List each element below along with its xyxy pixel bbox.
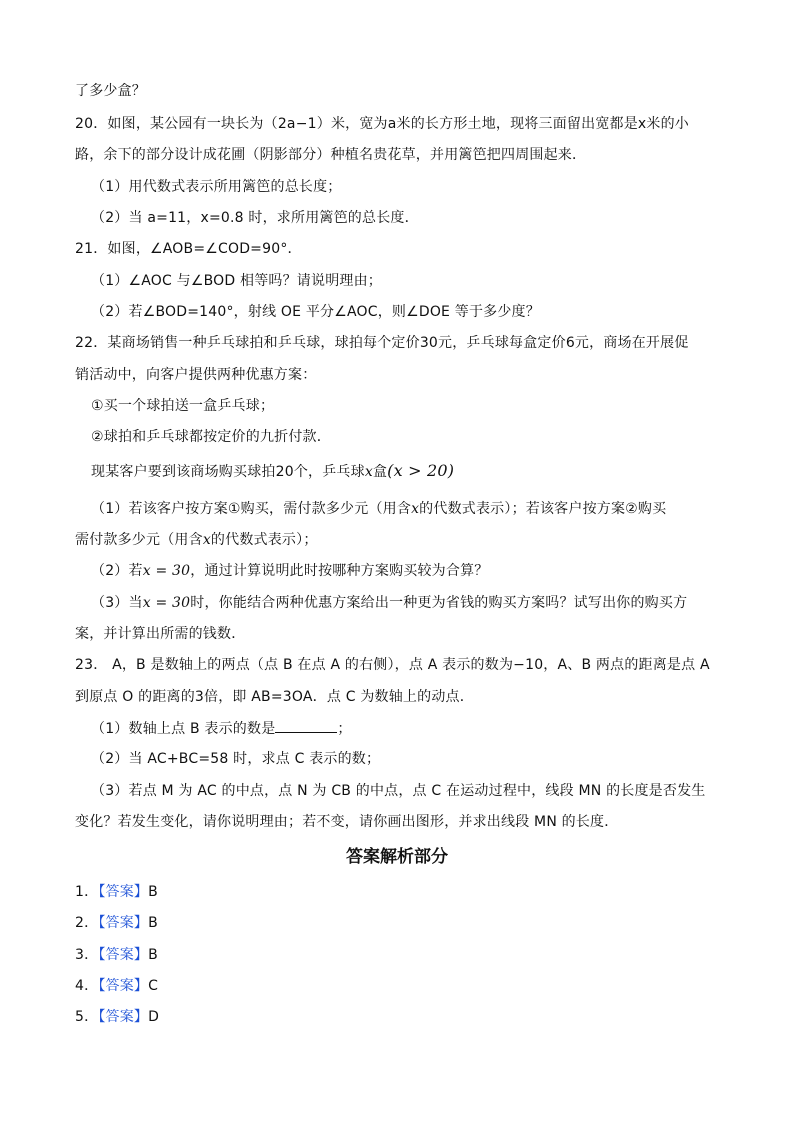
question-20-line-2: 路，余下的部分设计成花圃（阴影部分）种植名贵花草，并用篱笆把四周围起来． (75, 147, 587, 163)
answer-item (75, 914, 158, 932)
q22-p3-text-a: （3）当 (91, 595, 143, 611)
question-23-part-3-line-2: 变化？若发生变化，请你说明理由；若不变，请你画出图形，并求出线段 MN 的长度． (75, 814, 619, 830)
question-22-part-3-line-1 (91, 594, 687, 612)
question-21-part-1: （1）∠AOC 与∠BOD 相等吗？请说明理由； (91, 273, 382, 289)
answer-value: B (148, 884, 158, 900)
question-21-part-2: （2）若∠BOD=140°，射线 OE 平分∠AOC，则∠DOE 等于多少度？ (91, 304, 540, 320)
answer-number: 5． (75, 1009, 99, 1025)
question-23-line-2: 到原点 O 的距离的3倍，即 AB=3OA．点 C 为数轴上的动点． (75, 689, 474, 705)
question-22-line-3 (91, 462, 454, 481)
answer-item (75, 1008, 159, 1026)
question-22-option-2: ②球拍和乒乓球都按定价的九折付款． (91, 429, 331, 445)
q23-p1-text-a: （1）数轴上点 B 表示的数是 (91, 721, 276, 737)
q22-p1-text-d: 的代数式表示）； (210, 532, 318, 548)
answer-item (75, 977, 158, 995)
answer-value: C (148, 978, 159, 994)
answers-heading: 答案解析部分 (346, 847, 448, 867)
answer-number: 4． (75, 978, 99, 994)
question-19-tail: 了多少盒？ (75, 83, 146, 99)
answer-value: B (148, 915, 158, 931)
question-22-line-3-unit: 盒 (372, 464, 388, 480)
variable-x: x (364, 464, 373, 480)
q22-p1-text-b: 的代数式表示）；若该客户按方案②购买 (419, 501, 667, 517)
answer-tag: 【答案】 (98, 947, 149, 963)
q22-p1-text-c: 需付款多少元（用含 (75, 532, 203, 548)
question-20-part-2: （2）当 a=11，x=0.8 时，求所用篱笆的总长度． (91, 210, 419, 226)
question-22-line-2: 销活动中，向客户提供两种优惠方案： (75, 367, 317, 383)
q22-p3-math: x = 30 (142, 595, 191, 611)
question-23-line-1: 23． A，B 是数轴上的两点（点 B 在点 A 的右侧），点 A 表示的数为−10，A、B 两点的距离是点 A (75, 657, 710, 673)
question-22-line-3-text: 现某客户要到该商场购买球拍20个，乒乓球 (91, 464, 365, 480)
answer-value: D (148, 1009, 160, 1025)
question-22-option-1: ①买一个球拍送一盒乒乓球； (91, 398, 275, 414)
question-22-condition: (x > 20) (387, 461, 455, 480)
answer-number: 1． (75, 884, 99, 900)
answer-tag: 【答案】 (98, 884, 149, 900)
answer-item (75, 946, 158, 964)
question-23-part-3-line-1: （3）若点 M 为 AC 的中点，点 N 为 CB 的中点，点 C 在运动过程中，线段 MN 的长度是否发生 (91, 783, 706, 799)
q23-p1-text-b: ； (337, 721, 352, 737)
question-22-part-1-line-2 (75, 531, 318, 549)
q22-p2-text-a: （2）若 (91, 563, 143, 579)
q22-p2-text-b: ，通过计算说明此时按哪种方案购买较为合算？ (190, 563, 489, 579)
question-22-part-3-line-2: 案，并计算出所需的钱数． (75, 626, 246, 642)
answer-tag: 【答案】 (98, 978, 149, 994)
question-23-part-2: （2）当 AC+BC=58 时，求点 C 表示的数； (91, 751, 381, 767)
q22-p3-text-b: 时，你能结合两种优惠方案给出一种更为省钱的购买方案吗？试写出你的购买方 (190, 595, 688, 611)
question-20-line-1: 20．如图，某公园有一块长为（2a−1）米，宽为a米的长方形土地，现将三面留出宽都是x米的小 (75, 116, 690, 132)
answer-tag: 【答案】 (98, 915, 149, 931)
answer-number: 3． (75, 947, 99, 963)
answer-tag: 【答案】 (98, 1009, 149, 1025)
q22-p2-math: x = 30 (142, 563, 191, 579)
q22-p1-text-a: （1）若该客户按方案①购买，需付款多少元（用含 (91, 501, 412, 517)
variable-x: x (202, 532, 211, 548)
answer-item (75, 883, 158, 901)
question-20-part-1: （1）用代数式表示所用篱笆的总长度； (91, 179, 342, 195)
question-22-line-1: 22．某商场销售一种乒乓球拍和乒乓球，球拍每个定价30元，乒乓球每盒定价6元，商场在开展促 (75, 335, 689, 351)
variable-x: x (411, 501, 420, 517)
question-22-part-2 (91, 562, 488, 580)
answer-number: 2． (75, 915, 99, 931)
answer-blank (275, 719, 337, 733)
question-22-part-1-line-1 (91, 500, 666, 518)
question-21-line-1: 21．如图，∠AOB=∠COD=90°． (75, 241, 302, 257)
answer-value: B (148, 947, 158, 963)
question-23-part-1 (91, 719, 352, 738)
